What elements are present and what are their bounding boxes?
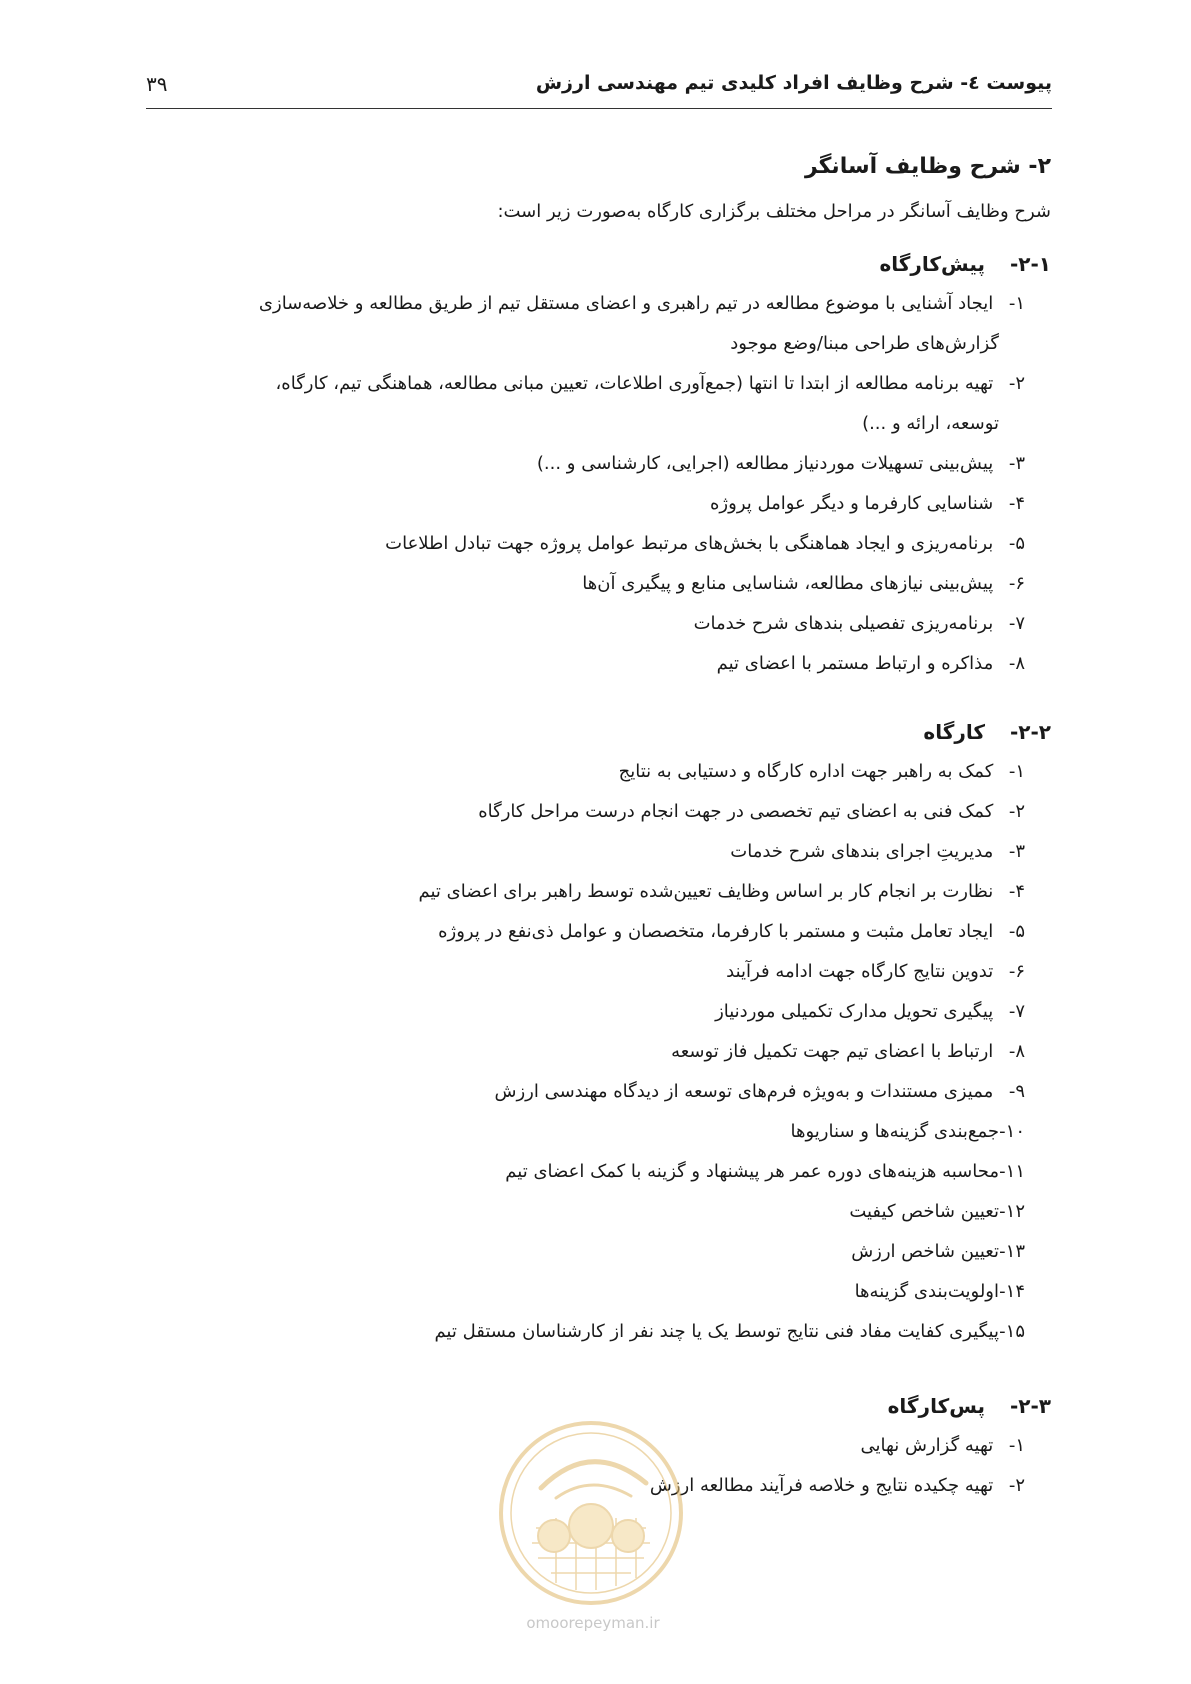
item-text: مذاکره و ارتباط مستمر با اعضای تیم xyxy=(716,653,994,674)
item-number: ۱۴- xyxy=(999,1281,1025,1302)
item-number: ۱- xyxy=(1008,1435,1025,1456)
item-number: ۱۱- xyxy=(999,1161,1025,1182)
list-item xyxy=(146,872,1025,912)
section-heading xyxy=(146,146,1051,188)
item-text: شناسایی کارفرما و دیگر عوامل پروژه xyxy=(710,493,994,514)
item-number: ۴- xyxy=(1008,881,1025,902)
list-item xyxy=(146,644,1025,684)
workshop-list xyxy=(146,752,1051,1352)
item-text: ارتباط با اعضای تیم جهت تکمیل فاز توسعه xyxy=(671,1041,994,1062)
item-text: پیش‌بینی تسهیلات موردنیاز مطالعه (اجرایی، کارشناسی و ...) xyxy=(536,453,994,474)
list-item xyxy=(146,1112,1025,1152)
list-item xyxy=(146,992,1025,1032)
item-number: ۷- xyxy=(1008,1001,1025,1022)
list-item xyxy=(146,752,1025,792)
running-title: پیوست ٤- شرح وظایف افراد کلیدی تیم مهندسی ارزش xyxy=(535,72,1052,94)
item-text: ممیزی مستندات و به‌ویژه فرم‌های توسعه از دیدگاه مهندسی ارزش xyxy=(494,1081,994,1102)
subsection-heading-workshop xyxy=(146,712,1051,752)
section-title: شرح وظایف آسانگر xyxy=(804,154,1021,179)
item-text: ایجاد تعامل مثبت و مستمر با کارفرما، متخصصان و عوامل ذی‌نفع در پروژه xyxy=(438,921,994,942)
item-number: ۷- xyxy=(1008,613,1025,634)
item-text: تهیه برنامه مطالعه از ابتدا تا انتها (جمع‌آوری اطلاعات، تعیین مبانی مطالعه، هماهنگی تیم، کارگاه، xyxy=(275,373,994,394)
list-item xyxy=(146,1312,1025,1352)
list-item xyxy=(146,564,1025,604)
list-item xyxy=(146,524,1025,564)
list-item xyxy=(146,912,1025,952)
list-item xyxy=(146,284,1025,364)
list-item xyxy=(146,1152,1025,1192)
item-text: پیگیری تحویل مدارک تکمیلی موردنیاز xyxy=(715,1001,994,1022)
subsection-number: ۲-۳- xyxy=(1009,1394,1051,1418)
item-text: جمع‌بندی گزینه‌ها و سناریوها xyxy=(790,1121,999,1142)
list-item xyxy=(146,1272,1025,1312)
item-text: پیگیری کفایت مفاد فنی نتایج توسط یک یا چند نفر از کارشناسان مستقل تیم xyxy=(434,1321,999,1342)
list-item xyxy=(146,1192,1025,1232)
item-text: ایجاد آشنایی با موضوع مطالعه در تیم راهبری و اعضای مستقل تیم از طریق مطالعه و خلاصه‌سازی xyxy=(258,293,994,314)
subsection-number: ۲-۲- xyxy=(1009,720,1051,744)
item-number: ۱۳- xyxy=(999,1241,1025,1262)
list-item xyxy=(146,1232,1025,1272)
document-body xyxy=(146,146,1051,1506)
watermark-logo-icon xyxy=(496,1418,686,1608)
item-number: ۹- xyxy=(1008,1081,1025,1102)
item-number: ۸- xyxy=(1008,653,1025,674)
list-item xyxy=(146,1032,1025,1072)
item-number: ۱- xyxy=(1008,761,1025,782)
item-text: برنامه‌ریزی تفصیلی بندهای شرح خدمات xyxy=(693,613,994,634)
subsection-title: پیش‌کارگاه xyxy=(879,252,985,276)
section-intro: شرح وظایف آسانگر در مراحل مختلف برگزاری کارگاه به‌صورت زیر است: xyxy=(497,201,1051,222)
pre-workshop-list xyxy=(146,284,1051,684)
item-text: اولویت‌بندی گزینه‌ها xyxy=(854,1281,999,1302)
watermark-site: omoorepeyman.ir xyxy=(526,1614,660,1632)
subsection-title: کارگاه xyxy=(923,720,985,744)
item-number: ۲- xyxy=(1008,373,1025,394)
item-number: ۱۰- xyxy=(999,1121,1025,1142)
list-item xyxy=(146,364,1025,444)
item-number: ۸- xyxy=(1008,1041,1025,1062)
item-number: ۵- xyxy=(1008,921,1025,942)
item-number: ۲- xyxy=(1008,801,1025,822)
item-text-continued: گزارش‌های طراحی مبنا/وضع موجود xyxy=(730,333,999,354)
item-number: ۱- xyxy=(1008,293,1025,314)
item-number: ۴- xyxy=(1008,493,1025,514)
item-number: ۳- xyxy=(1008,841,1025,862)
subsection-title: پس‌کارگاه xyxy=(887,1394,985,1418)
item-text: مدیریتِ اجرای بندهای شرح خدمات xyxy=(730,841,994,862)
item-number: ۵- xyxy=(1008,533,1025,554)
item-number: ۱۵- xyxy=(999,1321,1025,1342)
item-text: تهیه گزارش نهایی xyxy=(860,1435,994,1456)
item-text-continued: توسعه، ارائه و ...) xyxy=(862,413,999,434)
item-text: کمک به راهبر جهت اداره کارگاه و دستیابی به نتایج xyxy=(618,761,994,782)
item-text: تهیه چکیده نتایج و خلاصه فرآیند مطالعه ارزش xyxy=(649,1475,994,1496)
item-number: ۶- xyxy=(1008,573,1025,594)
item-text: تعیین شاخص کیفیت xyxy=(849,1201,999,1222)
subsection-number: ۲-۱- xyxy=(1009,252,1051,276)
list-item xyxy=(146,952,1025,992)
item-text: تعیین شاخص ارزش xyxy=(851,1241,999,1262)
item-text: پیش‌بینی نیازهای مطالعه، شناسایی منابع و پیگیری آن‌ها xyxy=(582,573,994,594)
list-item xyxy=(146,484,1025,524)
item-text: نظارت بر انجام کار بر اساس وظایف تعیین‌شده توسط راهبر برای اعضای تیم xyxy=(418,881,994,902)
page-number: ۳۹ xyxy=(146,72,168,96)
subsection-heading-pre-workshop xyxy=(146,244,1051,284)
list-item xyxy=(146,792,1025,832)
item-text: تدوین نتایج کارگاه جهت ادامه فرآیند xyxy=(726,961,994,982)
item-number: ۶- xyxy=(1008,961,1025,982)
item-text: برنامه‌ریزی و ایجاد هماهنگی با بخش‌های مرتبط عوامل پروژه جهت تبادل اطلاعات xyxy=(385,533,994,554)
item-number: ۲- xyxy=(1008,1475,1025,1496)
list-item xyxy=(146,444,1025,484)
item-number: ۳- xyxy=(1008,453,1025,474)
item-text: محاسبه هزینه‌های دوره عمر هر پیشنهاد و گزینه با کمک اعضای تیم xyxy=(505,1161,999,1182)
list-item xyxy=(146,604,1025,644)
item-number: ۱۲- xyxy=(999,1201,1025,1222)
section-number: ۲- xyxy=(1028,154,1051,179)
list-item xyxy=(146,1072,1025,1112)
list-item xyxy=(146,832,1025,872)
page-header xyxy=(146,72,1052,109)
item-text: کمک فنی به اعضای تیم تخصصی در جهت انجام درست مراحل کارگاه xyxy=(478,801,994,822)
